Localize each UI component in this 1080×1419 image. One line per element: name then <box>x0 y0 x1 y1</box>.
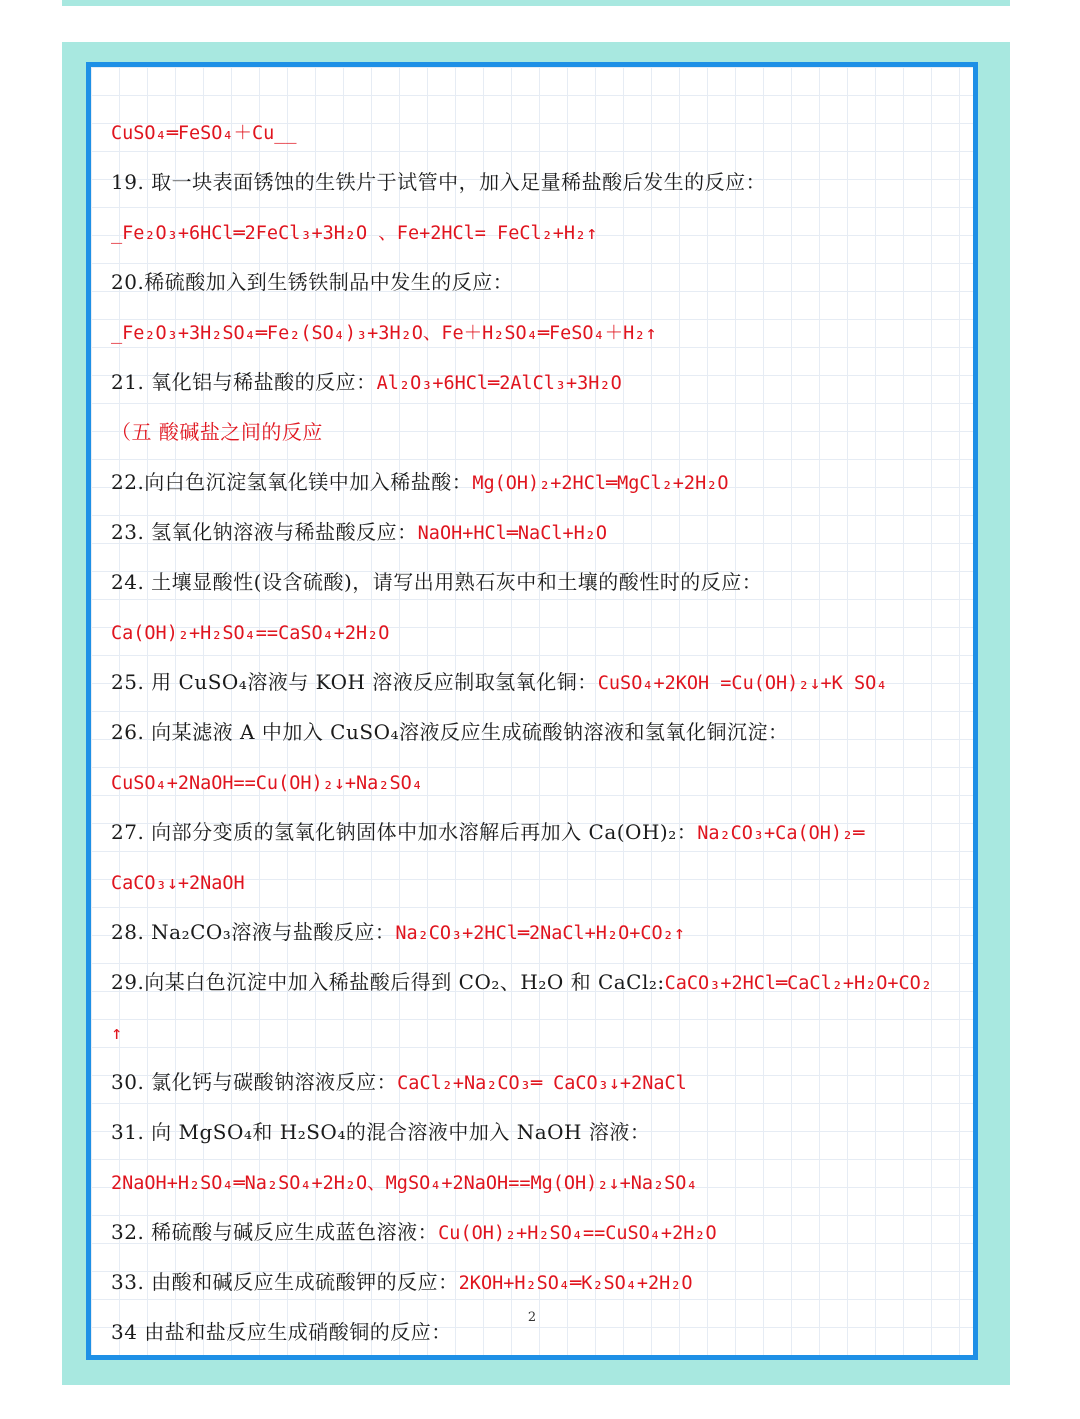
answer-equation: Na₂CO₃+2HCl═2NaCl+H₂O+CO₂↑ <box>395 923 685 944</box>
worksheet-line <box>111 1214 967 1250</box>
question-text: 25. 用 CuSO₄溶液与 KOH 溶液反应制取氢氧化铜： <box>111 670 598 694</box>
top-border-strip <box>62 0 1010 6</box>
question-text: 30. 氯化钙与碳酸钠溶液反应： <box>111 1070 398 1094</box>
answer-equation: CaCO₃+2HCl═CaCl₂+H₂O+CO₂ <box>664 973 932 994</box>
answer-equation: _Fe₂O₃+6HCl═2FeCl₃+3H₂O 、Fe+2HCl= FeCl₂+H₂↑ <box>111 223 598 244</box>
worksheet-line <box>111 864 967 900</box>
worksheet-line <box>111 764 967 800</box>
worksheet-line <box>111 964 967 1000</box>
worksheet-line <box>111 314 967 350</box>
worksheet-line <box>111 714 967 750</box>
worksheet-line <box>111 364 967 400</box>
answer-equation: NaOH+HCl═NaCl+H₂O <box>417 523 608 544</box>
worksheet-line <box>111 114 967 150</box>
page-number: 2 <box>527 1310 537 1325</box>
answer-equation: Ca(OH)₂+H₂SO₄==CaSO₄+2H₂O <box>111 623 390 644</box>
answer-equation: 2NaOH+H₂SO₄═Na₂SO₄+2H₂O、MgSO₄+2NaOH==Mg(OH)₂↓+Na₂SO₄ <box>111 1173 698 1194</box>
worksheet-line <box>111 564 967 600</box>
question-text: 28. Na₂CO₃溶液与盐酸反应： <box>111 920 396 944</box>
page-frame <box>62 42 1010 1385</box>
answer-equation: CuSO₄═FeSO₄＋Cu__ <box>111 123 297 144</box>
worksheet-line <box>111 614 967 650</box>
worksheet-line <box>111 664 967 700</box>
worksheet-line <box>111 514 967 550</box>
question-text: 24. 土壤显酸性(设含硫酸)，请写出用熟石灰中和土壤的酸性时的反应： <box>111 570 763 594</box>
worksheet-line <box>111 164 967 200</box>
worksheet-line <box>111 814 967 850</box>
worksheet-line <box>111 1114 967 1150</box>
worksheet-line <box>111 1264 967 1300</box>
worksheet-line <box>111 914 967 950</box>
worksheet-page <box>86 62 978 1360</box>
answer-equation: Mg(OH)₂+2HCl═MgCl₂+2H₂O <box>472 473 729 494</box>
question-text: 32. 稀硫酸与碱反应生成蓝色溶液： <box>111 1220 439 1244</box>
worksheet-line <box>111 464 967 500</box>
worksheet-line <box>111 1014 967 1050</box>
question-text: 22.向白色沉淀氢氧化镁中加入稀盐酸： <box>111 470 473 494</box>
worksheet-line <box>111 214 967 250</box>
answer-equation: Al₂O₃+6HCl═2AlCl₃+3H₂O <box>376 373 622 394</box>
answer-equation: _Fe₂O₃+3H₂SO₄═Fe₂(SO₄)₃+3H₂O、Fe＋H₂SO₄═FeSO₄＋H₂↑ <box>111 323 657 344</box>
question-text: 21. 氧化铝与稀盐酸的反应： <box>111 370 377 394</box>
question-text: 20.稀硫酸加入到生锈铁制品中发生的反应： <box>111 270 514 294</box>
worksheet-line <box>111 414 967 450</box>
worksheet-line <box>111 1164 967 1200</box>
answer-equation: CuSO₄+2KOH =Cu(OH)₂↓+K SO₄ <box>597 673 888 694</box>
answer-equation: CaCl₂+Na₂CO₃═ CaCO₃↓+2NaCl <box>397 1073 687 1094</box>
question-text: 33. 由酸和碱反应生成硫酸钾的反应： <box>111 1270 459 1294</box>
question-text: 27. 向部分变质的氢氧化钠固体中加水溶解后再加入 Ca(OH)₂： <box>111 820 698 844</box>
answer-equation: Cu(OH)₂+H₂SO₄==CuSO₄+2H₂O <box>438 1223 717 1244</box>
question-text: 19. 取一块表面锈蚀的生铁片于试管中，加入足量稀盐酸后发生的反应： <box>111 170 767 194</box>
worksheet-line <box>111 264 967 300</box>
question-text: 26. 向某滤液 A 中加入 CuSO₄溶液反应生成硫酸钠溶液和氢氧化铜沉淀： <box>111 720 789 744</box>
answer-equation: CaCO₃↓+2NaOH <box>111 873 245 894</box>
answer-equation: CuSO₄+2NaOH==Cu(OH)₂↓+Na₂SO₄ <box>111 773 423 794</box>
question-text: 23. 氢氧化钠溶液与稀盐酸反应： <box>111 520 418 544</box>
worksheet-line <box>111 1064 967 1100</box>
question-text: 34 由盐和盐反应生成硝酸铜的反应： <box>111 1320 452 1344</box>
question-text: 29.向某白色沉淀中加入稀盐酸后得到 CO₂、H₂O 和 CaCl₂: <box>111 970 665 994</box>
answer-equation: 2KOH+H₂SO₄═K₂SO₄+2H₂O <box>458 1273 693 1294</box>
answer-equation: Na₂CO₃+Ca(OH)₂═ <box>697 823 865 844</box>
question-text: 31. 向 MgSO₄和 H₂SO₄的混合溶液中加入 NaOH 溶液： <box>111 1120 651 1144</box>
section-heading: （五 酸碱盐之间的反应 <box>111 420 323 444</box>
answer-equation: ↑ <box>111 1023 123 1044</box>
